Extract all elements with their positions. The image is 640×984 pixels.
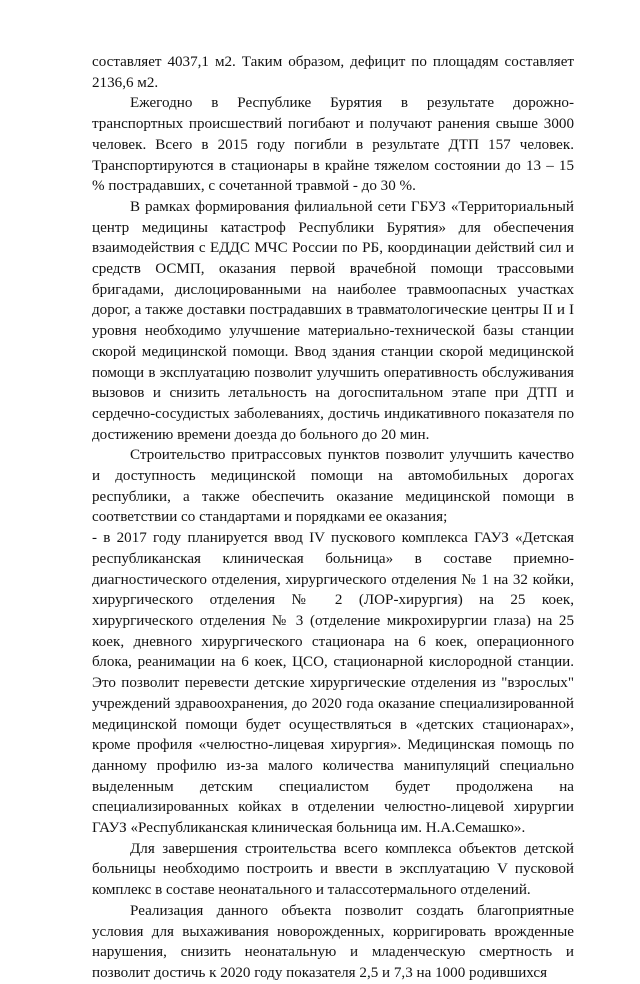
paragraph-childrens-hospital-complex-iv: - в 2017 году планируется ввод IV пускового комплекса ГАУЗ «Детская республиканская клиническая больница» в составе приемно-диагностического отделения, хирургического отделения № 1 на 32 койки, хирургического отделения № 2 (ЛОР-хирургия) на 25 коек, хирургического отделения № 3 (отделение микрохирургии глаза) на 25 коек, дневного хирургического стационара на 6 коек, операционного блока, реанимации на 6 коек, ЦСО, стационарной кислородной станции. Это позволит перевести детские хирургические отделения из "взрослых" учреждений здравоохранения, до 2020 года оказание специализированной медицинской помощи будет осуществляться в «детских стационарах», кроме профиля «челюстно-лицевая хирургия». Медицинская помощь по данному профилю из-за малого количества манипуляций специально выделенным детским специалистом будет продолжена на специализированных койках в отделении челюстно-лицевой хирургии ГАУЗ «Республиканская клиническая больница им. Н.А.Семашко». — [92, 530, 574, 837]
paragraph-roadside-points: Строительство притрассовых пунктов позволит улучшить качество и доступность медицинской помощи на автомобильных дорогах республики, а также обеспечить оказание медицинской помощи в соответствии со стандартами и порядками ее оказания; — [92, 447, 574, 526]
paragraph-disaster-medicine-center: В рамках формирования филиальной сети ГБУЗ «Территориальный центр медицины катастроф Республики Бурятия» для обеспечения взаимодействия с ЕДДС МЧС России по РБ, координации действий сил и средств ОСМП, оказания первой врачебной помощи трассовыми бригадами, дислоцированными на наиболее травмоопасных участках дорог, а также доставки пострадавших в травматологические центры II и I уровня необходимо улучшение материально-технической базы станции скорой медицинской помощи. Ввод здания станции скорой медицинской помощи в эксплуатацию позволит улучшить оперативность обслуживания вызовов и снизить летальность на догоспитальном этапе при ДТП и сердечно-сосудистых заболеваниях, достичь индикативного показателя по достижению времени доезда до больного до 20 мин. — [92, 198, 574, 443]
paragraph-complex-v: Для завершения строительства всего комплекса объектов детской больницы необходимо построить и ввести в эксплуатацию V пусковой комплекс в составе неонатального и талассотермального отделений. — [92, 840, 574, 899]
paragraph-area-deficit: составляет 4037,1 м2. Таким образом, дефицит по площадям составляет 2136,6 м2. — [92, 54, 574, 91]
paragraph-road-accidents: Ежегодно в Республике Бурятия в результате дорожно-транспортных происшествий погибают и получают ранения свыше 3000 человек. Всего в 2015 году погибли в результате ДТП 157 человек. Транспортируются в стационары в крайне тяжелом состоянии до 13 – 15 % пострадавших, с сочетанной травмой - до 30 %. — [92, 95, 574, 195]
paragraph-neonatal-outcomes: Реализация данного объекта позволит создать благоприятные условия для выхаживания новорожденных, корригировать врожденные нарушения, снизить неонатальную и младенческую смертность и позволит достичь к 2020 году показателя 2,5 и 7,3 на 1000 родившихся — [92, 902, 574, 981]
document-page — [92, 52, 574, 984]
